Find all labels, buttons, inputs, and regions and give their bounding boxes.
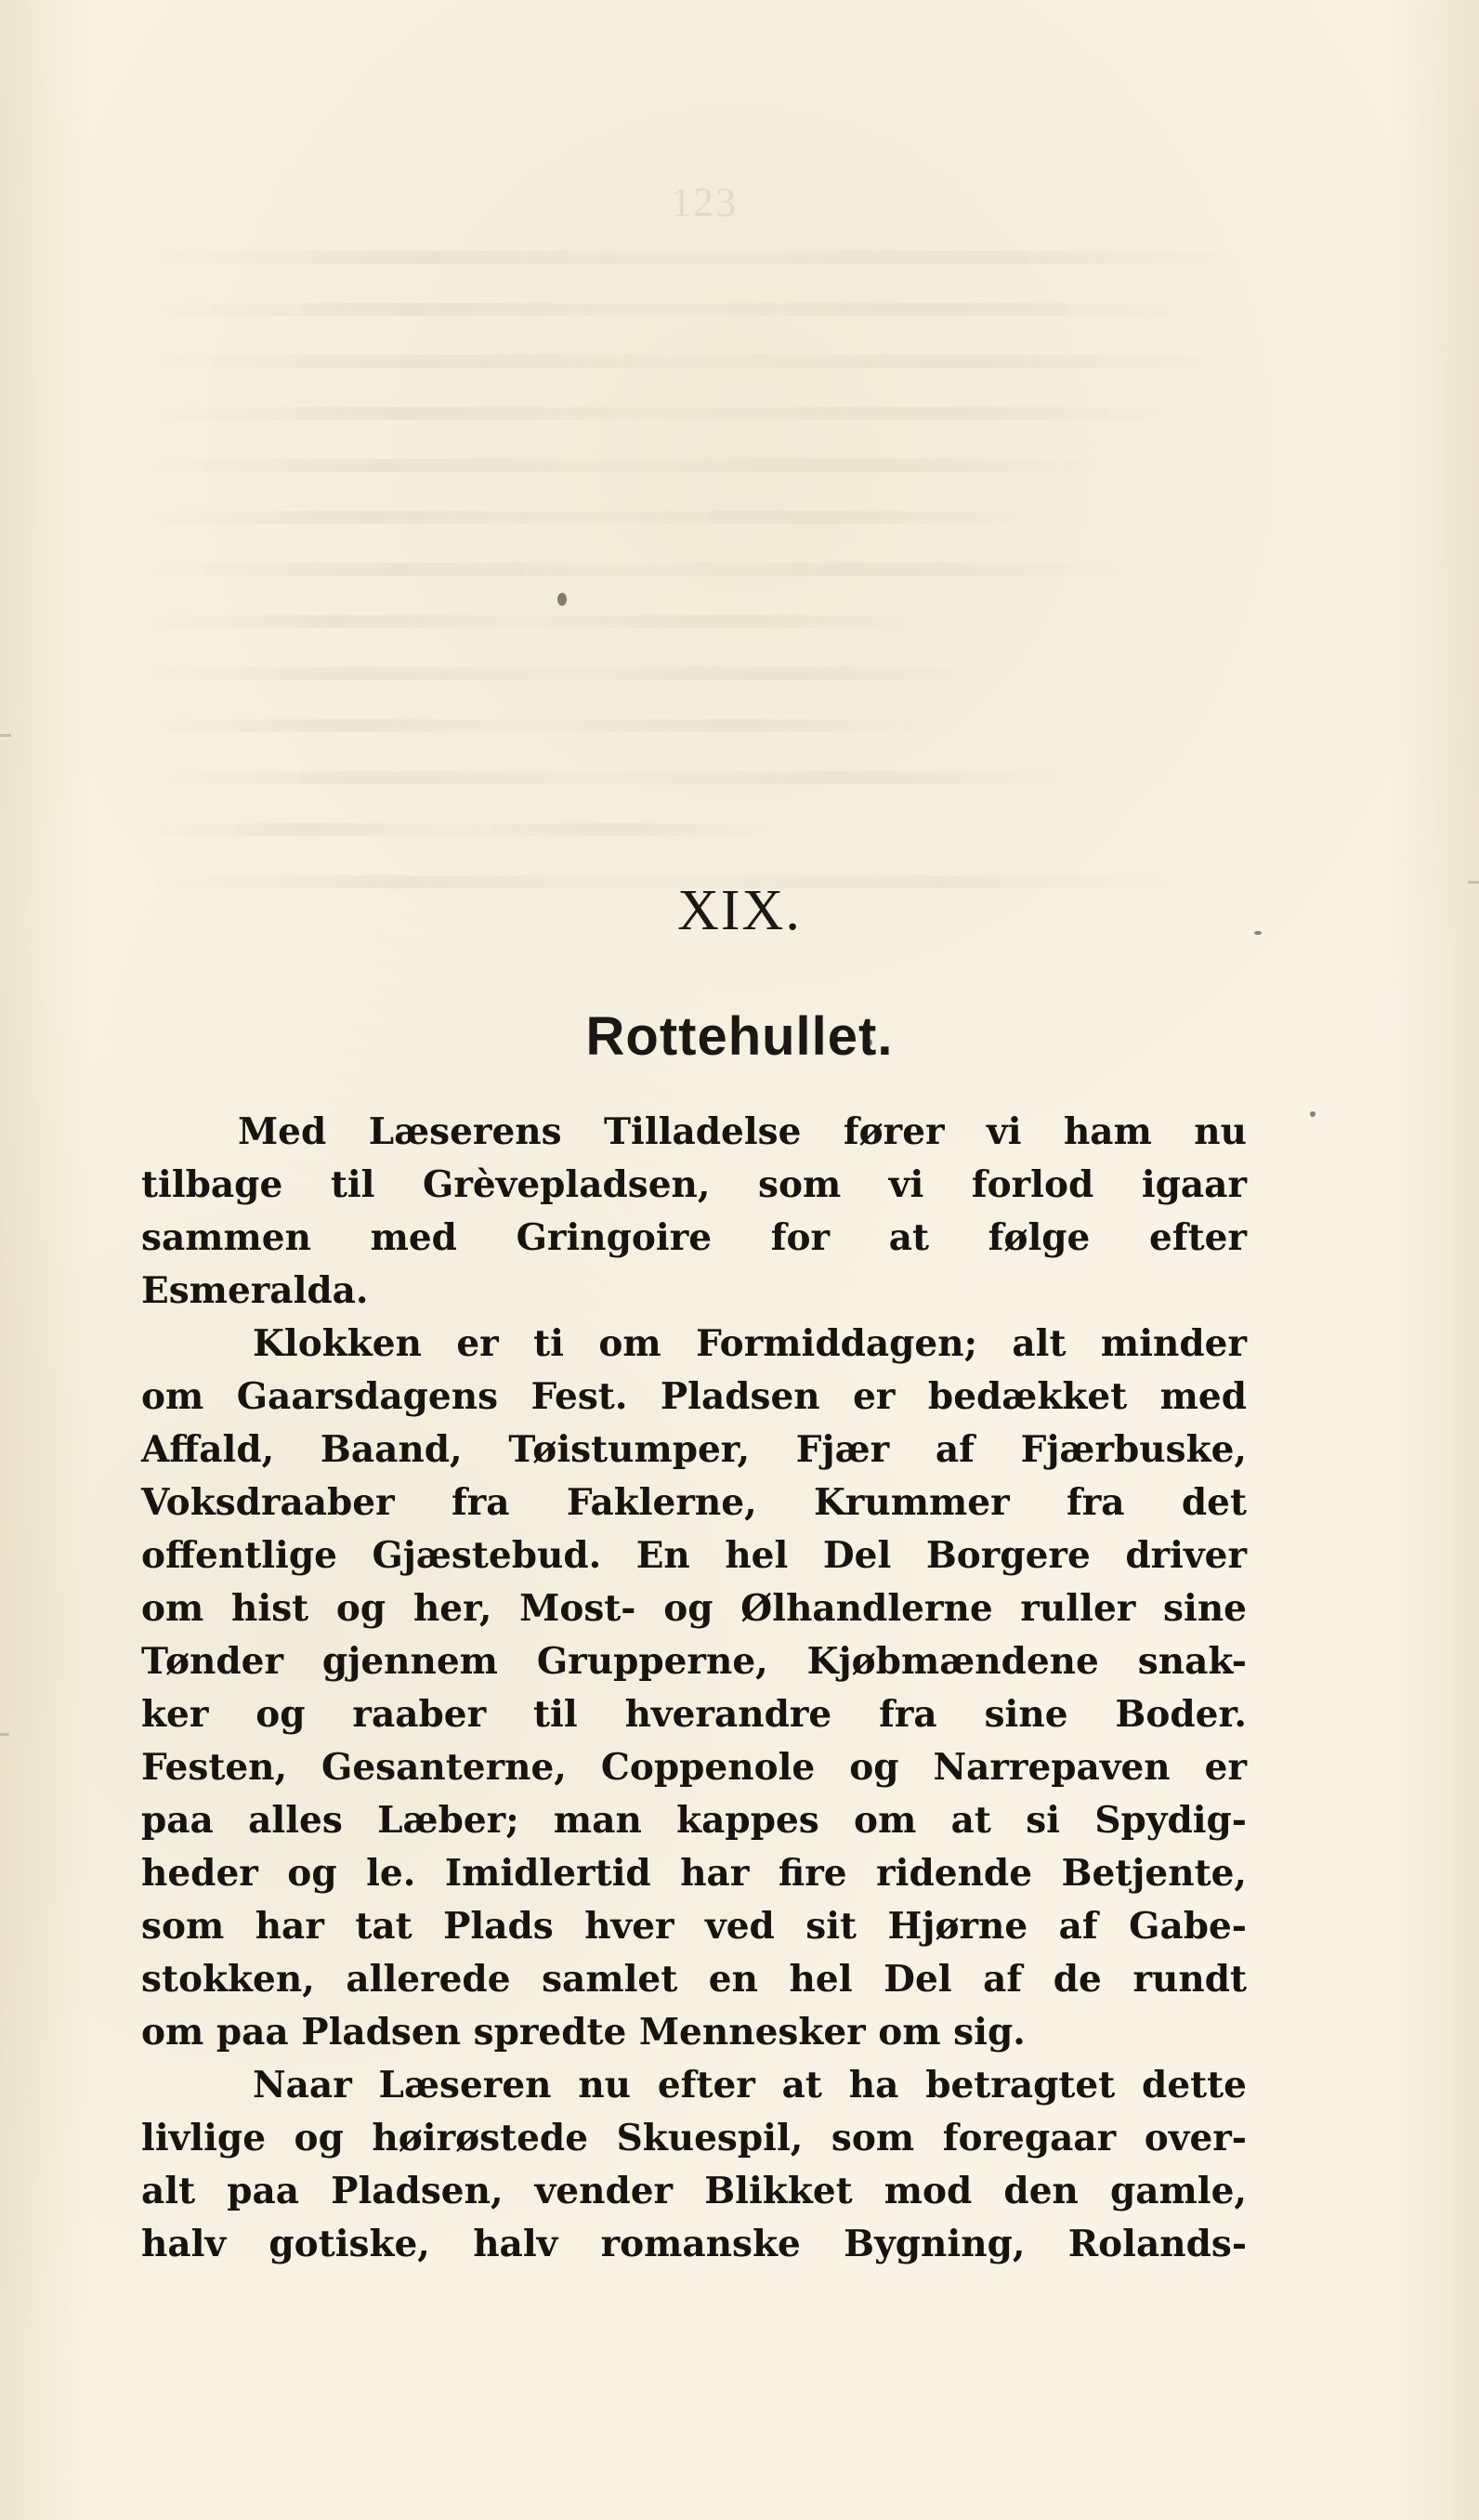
text-line: Med Læserens Tilladelse fører vi ham nu [238,1110,1247,1153]
text-line: livlige og høirøstede Skuespil, som foregaar over- [141,2117,1247,2159]
text-line: tilbage til Grèvepladsen, som vi forlod igaar [141,1163,1247,1206]
text-line: heder og le. Imidlertid har fire ridende Betjente, [141,1852,1247,1895]
ink-speck [557,593,567,606]
ink-speck [1310,1111,1315,1117]
text-line: som har tat Plads hver ved sit Hjørne af Gabe- [141,1905,1247,1948]
text-line: sammen med Gringoire for at følge efter [141,1216,1247,1259]
text-line: stokken, allerede samlet en hel Del af de rundt [141,1958,1247,2001]
body-text [141,1106,1247,2271]
text-line: ker og raaber til hverandre fra sine Boder. [141,1693,1247,1736]
text-line: Esmeralda. [141,1269,369,1312]
text-line: Tønder gjennem Grupperne, Kjøbmændene snak- [141,1640,1247,1683]
text-line: Festen, Gesanterne, Coppenole og Narrepaven er [141,1746,1247,1789]
text-line: Naar Læseren nu efter at ha betragtet dette [253,2064,1247,2107]
scan-edge-mark [0,1733,9,1736]
chapter-number: XIX. [677,879,802,942]
text-line: halv gotiske, halv romanske Bygning, Rolands- [141,2223,1247,2265]
text-line: Voksdraaber fra Faklerne, Krummer fra det [141,1481,1247,1524]
chapter-title: Rottehullet. [585,1006,894,1067]
text-line: om hist og her, Most- og Ølhandlerne ruller sine [141,1587,1247,1630]
text-line: paa alles Læber; man kappes om at si Spydig- [141,1799,1247,1842]
text-line: om paa Pladsen spredte Mennesker om sig. [141,2011,1026,2054]
text-line: alt paa Pladsen, vender Blikket mod den gamle, [141,2170,1247,2212]
bleed-through-text [139,251,1301,957]
bleed-through-page-number: 123 [671,179,738,225]
text-line: Klokken er ti om Formiddagen; alt minder [253,1322,1247,1365]
scan-edge-mark [0,734,11,737]
text-line: Affald, Baand, Tøistumper, Fjær af Fjærbuske, [141,1428,1247,1471]
text-line: om Gaarsdagens Fest. Pladsen er bedækket med [141,1375,1247,1418]
text-line: offentlige Gjæstebud. En hel Del Borgere driver [141,1534,1247,1577]
